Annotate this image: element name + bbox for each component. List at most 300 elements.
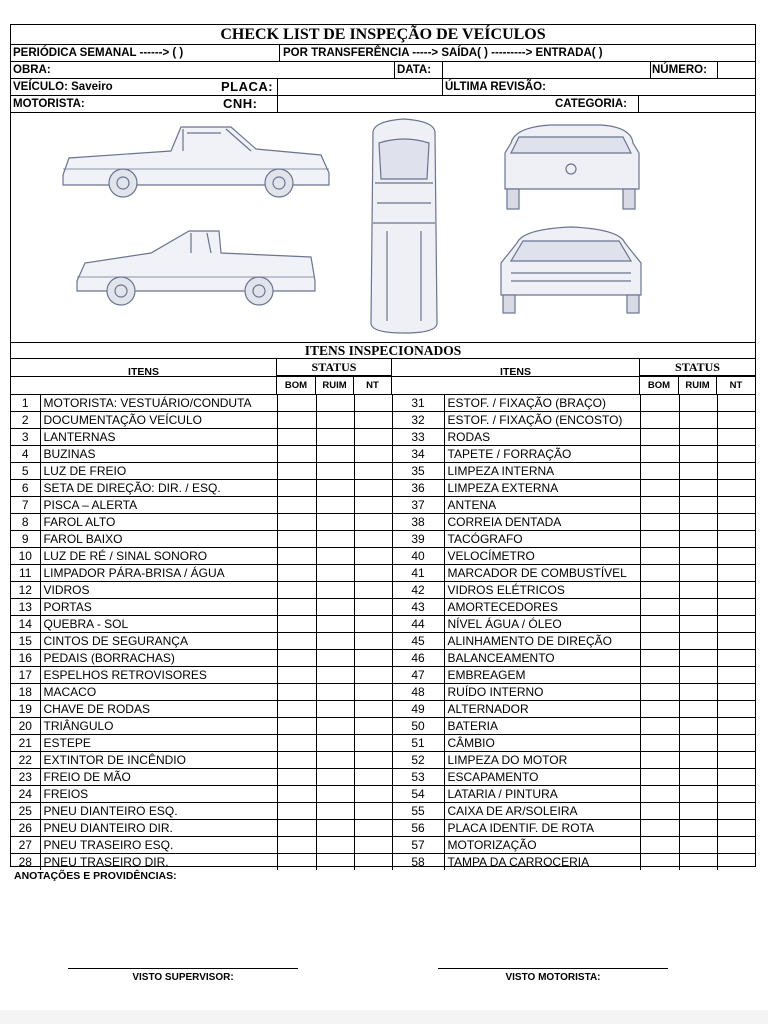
driver-signature-line[interactable]: VISTO MOTORISTA: — [438, 968, 668, 983]
status-nt-left[interactable] — [354, 531, 392, 548]
status-bom-right[interactable] — [640, 599, 679, 616]
status-ruim-right[interactable] — [679, 803, 717, 820]
item-label-left: PISCA – ALERTA — [40, 497, 277, 514]
item-number-right: 57 — [392, 837, 444, 854]
status-ruim-left[interactable] — [316, 497, 354, 514]
data-field[interactable]: DATA: — [397, 64, 432, 76]
table-row — [11, 429, 755, 446]
motorista-field[interactable]: MOTORISTA: — [13, 98, 85, 110]
side-view-right-image — [77, 231, 315, 305]
status-ruim-right[interactable] — [679, 837, 717, 854]
item-number-right: 35 — [392, 463, 444, 480]
item-number-left: 14 — [11, 616, 40, 633]
item-label-right: VIDROS ELÉTRICOS — [444, 582, 640, 599]
item-number-left: 5 — [11, 463, 40, 480]
status-bom-right[interactable] — [640, 531, 679, 548]
status-nt-right[interactable] — [717, 548, 755, 565]
item-number-left: 7 — [11, 497, 40, 514]
item-label-right: EMBREAGEM — [444, 667, 640, 684]
item-number-left: 25 — [11, 803, 40, 820]
item-number-right: 38 — [392, 514, 444, 531]
item-label-left: FREIO DE MÃO — [40, 769, 277, 786]
status-ruim-right[interactable] — [679, 752, 717, 769]
item-label-right: MOTORIZAÇÃO — [444, 837, 640, 854]
item-number-right: 45 — [392, 633, 444, 650]
item-label-left: TRIÂNGULO — [40, 718, 277, 735]
status-nt-left[interactable] — [354, 429, 392, 446]
header-row-obra — [11, 62, 755, 79]
item-number-right: 41 — [392, 565, 444, 582]
status-bom-right[interactable] — [640, 412, 679, 429]
status-ruim-right[interactable] — [679, 429, 717, 446]
status-bom-left[interactable] — [277, 548, 316, 565]
status-ruim-left[interactable] — [316, 718, 354, 735]
item-label-left: CINTOS DE SEGURANÇA — [40, 633, 277, 650]
status-ruim-right[interactable] — [679, 582, 717, 599]
item-label-left: BUZINAS — [40, 446, 277, 463]
status-ruim-right[interactable] — [679, 633, 717, 650]
item-label-right: BATERIA — [444, 718, 640, 735]
status-ruim-left[interactable] — [316, 667, 354, 684]
item-label-right: TAPETE / FORRAÇÃO — [444, 446, 640, 463]
status-ruim-right[interactable] — [679, 735, 717, 752]
status-ruim-left[interactable] — [316, 548, 354, 565]
status-nt-right[interactable] — [717, 480, 755, 497]
status-bom-right[interactable] — [640, 650, 679, 667]
status-nt-right[interactable] — [717, 412, 755, 429]
status-ruim-left[interactable] — [316, 582, 354, 599]
item-number-left: 26 — [11, 820, 40, 837]
status-nt-left[interactable] — [354, 446, 392, 463]
status-nt-left[interactable] — [354, 395, 392, 412]
table-row — [11, 735, 755, 752]
status-bom-left[interactable] — [277, 497, 316, 514]
status-bom-left[interactable] — [277, 684, 316, 701]
item-label-right: NÍVEL ÁGUA / ÓLEO — [444, 616, 640, 633]
status-ruim-left[interactable] — [316, 650, 354, 667]
item-label-right: TAMPA DA CARROCERIA — [444, 854, 640, 871]
table-row — [11, 395, 755, 412]
status-ruim-right[interactable] — [679, 412, 717, 429]
status-ruim-right[interactable] — [679, 599, 717, 616]
status-bom-right[interactable] — [640, 480, 679, 497]
status-bom-left[interactable] — [277, 820, 316, 837]
status-bom-left[interactable] — [277, 463, 316, 480]
status-bom-right[interactable] — [640, 837, 679, 854]
status-ruim-right[interactable] — [679, 769, 717, 786]
status-bom-right[interactable] — [640, 633, 679, 650]
status-nt-right[interactable] — [717, 463, 755, 480]
placa-field[interactable]: PLACA: — [221, 79, 274, 94]
status-ruim-right[interactable] — [679, 446, 717, 463]
item-number-left: 1 — [11, 395, 40, 412]
item-number-left: 8 — [11, 514, 40, 531]
status-ruim-left[interactable] — [316, 633, 354, 650]
status-bom-left[interactable] — [277, 480, 316, 497]
status-bom-left[interactable] — [277, 599, 316, 616]
item-label-right: LIMPEZA EXTERNA — [444, 480, 640, 497]
item-number-right: 37 — [392, 497, 444, 514]
item-number-right: 39 — [392, 531, 444, 548]
status-ruim-left[interactable] — [316, 480, 354, 497]
status-ruim-left[interactable] — [316, 616, 354, 633]
status-nt-left[interactable] — [354, 820, 392, 837]
table-row — [11, 701, 755, 718]
item-label-right: ESCAPAMENTO — [444, 769, 640, 786]
item-number-left: 17 — [11, 667, 40, 684]
status-bom-right[interactable] — [640, 582, 679, 599]
table-row — [11, 633, 755, 650]
status-bom-right[interactable] — [640, 667, 679, 684]
table-row — [11, 582, 755, 599]
status-nt-left[interactable] — [354, 837, 392, 854]
status-nt-left[interactable] — [354, 633, 392, 650]
col-ruim-right: RUIM — [679, 377, 717, 394]
table-row — [11, 769, 755, 786]
status-nt-right[interactable] — [717, 667, 755, 684]
item-label-left: LIMPADOR PÁRA-BRISA / ÁGUA — [40, 565, 277, 582]
status-bom-right[interactable] — [640, 548, 679, 565]
status-bom-right[interactable] — [640, 446, 679, 463]
status-nt-right[interactable] — [717, 735, 755, 752]
status-ruim-right[interactable] — [679, 854, 717, 871]
header-row-motorista — [11, 96, 755, 113]
table-row — [11, 599, 755, 616]
status-nt-right[interactable] — [717, 429, 755, 446]
item-label-right: CORREIA DENTADA — [444, 514, 640, 531]
item-number-right: 44 — [392, 616, 444, 633]
status-ruim-left[interactable] — [316, 446, 354, 463]
item-label-right: LIMPEZA INTERNA — [444, 463, 640, 480]
col-status-right: STATUS — [640, 359, 755, 376]
item-number-left: 12 — [11, 582, 40, 599]
status-nt-left[interactable] — [354, 565, 392, 582]
table-row — [11, 616, 755, 633]
status-nt-right[interactable] — [717, 701, 755, 718]
status-nt-right[interactable] — [717, 497, 755, 514]
status-ruim-left[interactable] — [316, 565, 354, 582]
status-bom-left[interactable] — [277, 752, 316, 769]
status-nt-left[interactable] — [354, 497, 392, 514]
status-bom-right[interactable] — [640, 463, 679, 480]
status-ruim-left[interactable] — [316, 769, 354, 786]
item-label-left: FAROL ALTO — [40, 514, 277, 531]
status-nt-right[interactable] — [717, 531, 755, 548]
status-bom-left[interactable] — [277, 837, 316, 854]
status-ruim-right[interactable] — [679, 650, 717, 667]
item-label-right: LIMPEZA DO MOTOR — [444, 752, 640, 769]
status-nt-right[interactable] — [717, 718, 755, 735]
status-nt-right[interactable] — [717, 565, 755, 582]
status-bom-left[interactable] — [277, 735, 316, 752]
status-nt-left[interactable] — [354, 599, 392, 616]
item-label-right: ESTOF. / FIXAÇÃO (BRAÇO) — [444, 395, 640, 412]
ultima-revisao-field[interactable]: ÚLTIMA REVISÃO: — [445, 81, 546, 93]
status-ruim-right[interactable] — [679, 463, 717, 480]
status-bom-right[interactable] — [640, 395, 679, 412]
table-row — [11, 667, 755, 684]
status-ruim-right[interactable] — [679, 565, 717, 582]
status-nt-right[interactable] — [717, 395, 755, 412]
item-number-left: 15 — [11, 633, 40, 650]
table-row — [11, 497, 755, 514]
status-ruim-right[interactable] — [679, 480, 717, 497]
status-bom-left[interactable] — [277, 650, 316, 667]
status-ruim-left[interactable] — [316, 429, 354, 446]
item-number-right: 47 — [392, 667, 444, 684]
item-label-right: RUÍDO INTERNO — [444, 684, 640, 701]
table-row — [11, 837, 755, 854]
form-title: CHECK LIST DE INSPEÇÃO DE VEÍCULOS — [11, 25, 755, 45]
status-ruim-right[interactable] — [679, 718, 717, 735]
status-nt-right[interactable] — [717, 650, 755, 667]
status-bom-right[interactable] — [640, 803, 679, 820]
status-nt-right[interactable] — [717, 633, 755, 650]
status-nt-right[interactable] — [717, 854, 755, 871]
status-nt-right[interactable] — [717, 752, 755, 769]
item-label-left: PNEU TRASEIRO DIR. — [40, 854, 277, 871]
status-ruim-left[interactable] — [316, 463, 354, 480]
status-nt-right[interactable] — [717, 446, 755, 463]
col-itens-right: ITENS — [392, 359, 640, 376]
item-label-right: TACÓGRAFO — [444, 531, 640, 548]
status-nt-right[interactable] — [717, 769, 755, 786]
item-label-right: PLACA IDENTIF. DE ROTA — [444, 820, 640, 837]
table-row — [11, 803, 755, 820]
item-number-left: 21 — [11, 735, 40, 752]
item-label-left: PNEU DIANTEIRO ESQ. — [40, 803, 277, 820]
status-nt-left[interactable] — [354, 718, 392, 735]
status-bom-left[interactable] — [277, 395, 316, 412]
status-bom-left[interactable] — [277, 718, 316, 735]
status-nt-right[interactable] — [717, 514, 755, 531]
status-bom-right[interactable] — [640, 854, 679, 871]
status-ruim-left[interactable] — [316, 514, 354, 531]
status-bom-left[interactable] — [277, 633, 316, 650]
table-row — [11, 684, 755, 701]
item-label-right: CAIXA DE AR/SOLEIRA — [444, 803, 640, 820]
item-number-right: 51 — [392, 735, 444, 752]
item-label-left: EXTINTOR DE INCÊNDIO — [40, 752, 277, 769]
status-bom-left[interactable] — [277, 667, 316, 684]
status-nt-left[interactable] — [354, 616, 392, 633]
status-bom-right[interactable] — [640, 514, 679, 531]
status-ruim-right[interactable] — [679, 820, 717, 837]
status-nt-right[interactable] — [717, 837, 755, 854]
status-ruim-right[interactable] — [679, 531, 717, 548]
status-ruim-left[interactable] — [316, 786, 354, 803]
status-nt-left[interactable] — [354, 735, 392, 752]
transferencia-field[interactable]: POR TRANSFERÊNCIA -----> SAÍDA( ) ---------> ENTRADA( ) — [283, 47, 603, 59]
table-row — [11, 446, 755, 463]
status-bom-left[interactable] — [277, 854, 316, 871]
status-bom-left[interactable] — [277, 446, 316, 463]
item-number-right: 55 — [392, 803, 444, 820]
item-label-right: RODAS — [444, 429, 640, 446]
item-label-right: ALINHAMENTO DE DIREÇÃO — [444, 633, 640, 650]
periodica-field[interactable]: PERIÓDICA SEMANAL ------> ( ) — [13, 47, 184, 59]
status-nt-left[interactable] — [354, 548, 392, 565]
status-bom-right[interactable] — [640, 429, 679, 446]
column-header — [11, 359, 755, 377]
status-bom-right[interactable] — [640, 718, 679, 735]
item-number-left: 27 — [11, 837, 40, 854]
item-number-left: 16 — [11, 650, 40, 667]
top-view-image — [371, 119, 437, 333]
table-row — [11, 480, 755, 497]
item-number-right: 42 — [392, 582, 444, 599]
status-ruim-right[interactable] — [679, 684, 717, 701]
status-nt-right[interactable] — [717, 786, 755, 803]
item-label-right: MARCADOR DE COMBUSTÍVEL — [444, 565, 640, 582]
item-number-left: 2 — [11, 412, 40, 429]
rear-view-image — [505, 125, 639, 209]
status-bom-left[interactable] — [277, 803, 316, 820]
item-number-left: 6 — [11, 480, 40, 497]
status-ruim-left[interactable] — [316, 752, 354, 769]
header-row-veiculo — [11, 79, 755, 96]
status-nt-right[interactable] — [717, 616, 755, 633]
status-bom-left[interactable] — [277, 616, 316, 633]
item-number-right: 54 — [392, 786, 444, 803]
item-number-left: 10 — [11, 548, 40, 565]
status-bom-right[interactable] — [640, 769, 679, 786]
status-ruim-left[interactable] — [316, 599, 354, 616]
status-nt-left[interactable] — [354, 667, 392, 684]
status-nt-left[interactable] — [354, 769, 392, 786]
status-bom-right[interactable] — [640, 701, 679, 718]
status-nt-right[interactable] — [717, 820, 755, 837]
status-nt-left[interactable] — [354, 701, 392, 718]
status-nt-left[interactable] — [354, 582, 392, 599]
categoria-field[interactable]: CATEGORIA: — [555, 98, 627, 110]
status-bom-right[interactable] — [640, 497, 679, 514]
status-ruim-left[interactable] — [316, 837, 354, 854]
status-ruim-left[interactable] — [316, 395, 354, 412]
status-bom-right[interactable] — [640, 565, 679, 582]
col-nt-left: NT — [354, 377, 392, 394]
status-nt-right[interactable] — [717, 582, 755, 599]
item-label-left: PEDAIS (BORRACHAS) — [40, 650, 277, 667]
table-row — [11, 531, 755, 548]
status-bom-right[interactable] — [640, 616, 679, 633]
col-ruim-left: RUIM — [316, 377, 354, 394]
status-bom-left[interactable] — [277, 769, 316, 786]
col-bom-right: BOM — [640, 377, 679, 394]
inspection-form — [10, 24, 756, 867]
item-number-right: 36 — [392, 480, 444, 497]
status-nt-left[interactable] — [354, 752, 392, 769]
item-number-left: 28 — [11, 854, 40, 871]
status-bom-right[interactable] — [640, 786, 679, 803]
status-ruim-left[interactable] — [316, 735, 354, 752]
table-row — [11, 463, 755, 480]
status-ruim-left[interactable] — [316, 701, 354, 718]
table-row — [11, 752, 755, 769]
status-ruim-left[interactable] — [316, 820, 354, 837]
status-nt-left[interactable] — [354, 684, 392, 701]
item-label-left: PORTAS — [40, 599, 277, 616]
item-label-left: ESTEPE — [40, 735, 277, 752]
item-number-right: 48 — [392, 684, 444, 701]
status-ruim-right[interactable] — [679, 616, 717, 633]
status-nt-left[interactable] — [354, 803, 392, 820]
status-nt-left[interactable] — [354, 514, 392, 531]
status-ruim-right[interactable] — [679, 667, 717, 684]
status-bom-left[interactable] — [277, 565, 316, 582]
cnh-field[interactable]: CNH: — [223, 96, 258, 111]
table-row — [11, 565, 755, 582]
numero-field[interactable]: NÚMERO: — [652, 64, 707, 76]
status-ruim-left[interactable] — [316, 531, 354, 548]
status-nt-right[interactable] — [717, 599, 755, 616]
status-ruim-right[interactable] — [679, 548, 717, 565]
item-number-right: 33 — [392, 429, 444, 446]
status-ruim-right[interactable] — [679, 701, 717, 718]
status-ruim-left[interactable] — [316, 854, 354, 871]
item-number-right: 53 — [392, 769, 444, 786]
status-nt-left[interactable] — [354, 786, 392, 803]
status-subheader — [11, 377, 755, 395]
status-ruim-right[interactable] — [679, 395, 717, 412]
status-bom-left[interactable] — [277, 429, 316, 446]
status-nt-left[interactable] — [354, 480, 392, 497]
item-number-left: 13 — [11, 599, 40, 616]
items-table — [11, 395, 755, 870]
item-number-right: 34 — [392, 446, 444, 463]
table-row — [11, 854, 755, 871]
status-bom-right[interactable] — [640, 735, 679, 752]
table-row — [11, 514, 755, 531]
status-nt-left[interactable] — [354, 463, 392, 480]
status-nt-right[interactable] — [717, 684, 755, 701]
item-number-left: 11 — [11, 565, 40, 582]
status-nt-left[interactable] — [354, 412, 392, 429]
col-bom-left: BOM — [277, 377, 316, 394]
status-bom-right[interactable] — [640, 820, 679, 837]
status-ruim-left[interactable] — [316, 803, 354, 820]
item-label-left: PNEU DIANTEIRO DIR. — [40, 820, 277, 837]
vehicle-diagram — [11, 113, 755, 343]
status-bom-left[interactable] — [277, 701, 316, 718]
item-number-right: 58 — [392, 854, 444, 871]
status-bom-left[interactable] — [277, 514, 316, 531]
status-ruim-right[interactable] — [679, 514, 717, 531]
item-label-right: ALTERNADOR — [444, 701, 640, 718]
status-bom-right[interactable] — [640, 752, 679, 769]
status-bom-left[interactable] — [277, 786, 316, 803]
status-ruim-right[interactable] — [679, 497, 717, 514]
status-ruim-right[interactable] — [679, 786, 717, 803]
status-bom-left[interactable] — [277, 531, 316, 548]
header-row-type — [11, 45, 755, 62]
obra-field[interactable]: OBRA: — [13, 64, 51, 76]
item-number-right: 32 — [392, 412, 444, 429]
status-nt-left[interactable] — [354, 650, 392, 667]
col-status-left: STATUS — [277, 359, 392, 376]
table-row — [11, 412, 755, 429]
status-nt-right[interactable] — [717, 803, 755, 820]
status-nt-left[interactable] — [354, 854, 392, 871]
status-bom-left[interactable] — [277, 412, 316, 429]
item-number-right: 56 — [392, 820, 444, 837]
status-ruim-left[interactable] — [316, 684, 354, 701]
status-ruim-left[interactable] — [316, 412, 354, 429]
veiculo-field[interactable]: VEÍCULO: Saveiro — [13, 81, 113, 93]
status-bom-left[interactable] — [277, 582, 316, 599]
supervisor-signature-line[interactable]: VISTO SUPERVISOR: — [68, 968, 298, 983]
status-bom-right[interactable] — [640, 684, 679, 701]
